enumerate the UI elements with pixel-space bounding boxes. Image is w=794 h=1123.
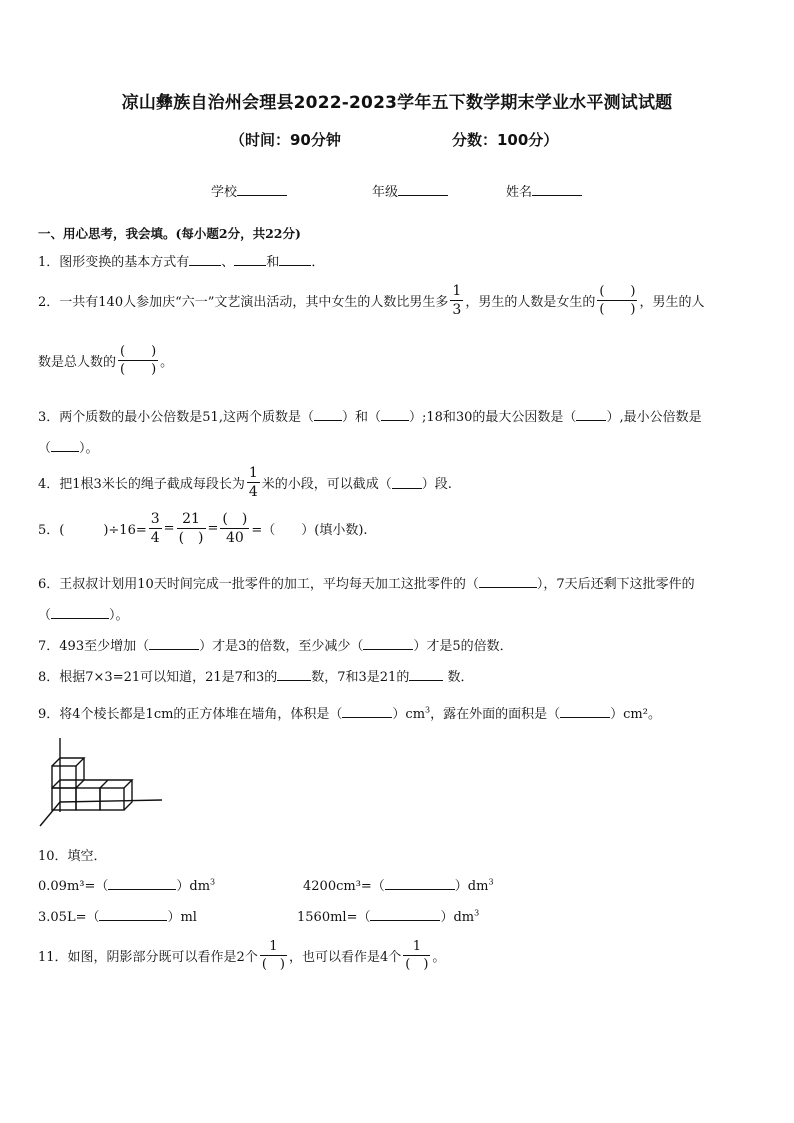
question-6: 6．王叔叔计划用10天时间完成一批零件的加工，平均每天加工这批零件的（ ），7天后还剩下这批零件的 [38, 577, 695, 592]
q6-blank-2[interactable] [51, 606, 109, 619]
q2-fraction: $\frac{1}{3}$ [452, 283, 462, 318]
q7-blank-1[interactable] [149, 637, 199, 650]
q3-blank-3[interactable] [576, 408, 606, 421]
q2-fraction-blank-1[interactable]: $\frac{( )}{( )}$ [599, 284, 636, 317]
name-label: 姓名 [506, 185, 533, 200]
q8-blank-2[interactable] [409, 668, 443, 681]
q5-fraction-1: $\frac{3}{4}$ [150, 511, 160, 546]
question-8: 8．根据7×3=21可以知道，21是7和3的 数，7和3是21的 数． [38, 670, 474, 685]
q1-blank-1[interactable] [189, 253, 221, 266]
q10-blank-2[interactable] [385, 877, 455, 890]
question-2: 2．一共有140人参加庆“六一”文艺演出活动，其中女生的人数比男生多 $\frac{1}{3}$ ，男生的人数是女生的 $\frac{( )}{( )}$ ，男生的人 [38, 283, 705, 318]
question-3: 3．两个质数的最小公倍数是51,这两个质数是（ ）和（ ）;18和30的最大公因数是（ ）,最小公倍数是 [38, 410, 702, 425]
q10-row1-left: 0.09m³=（ ）$dm^3$ [38, 877, 216, 894]
q7-blank-2[interactable] [363, 637, 413, 650]
question-10-title: 10．填空． [38, 849, 107, 864]
name-blank[interactable] [532, 183, 582, 196]
q9-blank-1[interactable] [342, 705, 392, 718]
grade-label: 年级 [372, 185, 399, 200]
q10-row2-right: 1560ml=（ ）$dm^3$ [297, 908, 480, 925]
question-7: 7．493至少增加（ ）才是3的倍数，至少减少（ ）才是5的倍数． [38, 639, 513, 654]
question-4: 4．把1根3米长的绳子截成每段长为 $\frac{1}{4}$ 米的小段，可以截成（ ）段. [38, 465, 452, 500]
question-1: 1．图形变换的基本方式有 、 和 ． [38, 255, 325, 270]
q1-blank-3[interactable] [279, 253, 311, 266]
q3-blank-1[interactable] [314, 408, 342, 421]
q4-blank[interactable] [392, 476, 422, 489]
q4-fraction: $\frac{1}{4}$ [248, 465, 258, 500]
q10-row2-left: 3.05L=（ ）ml [38, 910, 197, 925]
q11-fraction-1[interactable]: $\frac{1}{( )}$ [261, 939, 285, 972]
school-blank[interactable] [237, 183, 287, 196]
q5-fraction-2[interactable]: $\frac{21}{( )}$ [178, 511, 204, 546]
q6-blank-1[interactable] [479, 575, 537, 588]
question-2-cont: 数是总人数的 $\frac{( )}{( )}$ 。 [38, 344, 174, 377]
q5-fraction-3[interactable]: $\frac{( )}{40}$ [222, 511, 248, 546]
page-title: 凉山彝族自治州会理县2022-2023学年五下数学期末学业水平测试试题 [121, 93, 673, 113]
question-5: 5．( )÷16= $\frac{3}{4}$ = $\frac{21}{( )}$ = $\frac{( )}{40}$ =（ ）(填小数). [38, 511, 368, 546]
question-6-cont: （ ）。 [38, 608, 129, 623]
grade-blank[interactable] [398, 183, 448, 196]
grade-field [372, 181, 448, 200]
corner-cubes-figure [38, 736, 168, 828]
question-3-cont: （ ）。 [38, 441, 99, 456]
q1-blank-2[interactable] [234, 253, 266, 266]
section-heading: 一、用心思考，我会填。(每小题2分，共22分) [38, 226, 301, 241]
q8-blank-1[interactable] [277, 668, 311, 681]
q10-blank-1[interactable] [108, 877, 176, 890]
school-label: 学校 [211, 185, 238, 200]
question-11: 11．如图，阴影部分既可以看作是2个 $\frac{1}{( )}$ ，也可以看作是4个 $\frac{1}{( )}$ 。 [38, 939, 446, 972]
question-9: 9．将4个棱长都是1cm的正方体堆在墙角，体积是（ ）$cm^3$，露在外面的面积是（ ）cm²。 [38, 705, 661, 722]
q3-blank-2[interactable] [381, 408, 409, 421]
q2-fraction-blank-2[interactable]: $\frac{( )}{( )}$ [120, 344, 157, 377]
exam-score: 分数：100分） [452, 131, 559, 149]
name-field [506, 181, 582, 200]
q10-blank-4[interactable] [370, 908, 440, 921]
q9-blank-2[interactable] [560, 705, 610, 718]
q11-fraction-2[interactable]: $\frac{1}{( )}$ [405, 939, 429, 972]
exam-time: （时间：90分钟 [230, 131, 341, 149]
school-field [211, 181, 287, 200]
q10-blank-3[interactable] [99, 908, 167, 921]
q10-row1-right: 4200cm³=（ ）$dm^3$ [303, 877, 494, 894]
q3-blank-4[interactable] [51, 439, 79, 452]
